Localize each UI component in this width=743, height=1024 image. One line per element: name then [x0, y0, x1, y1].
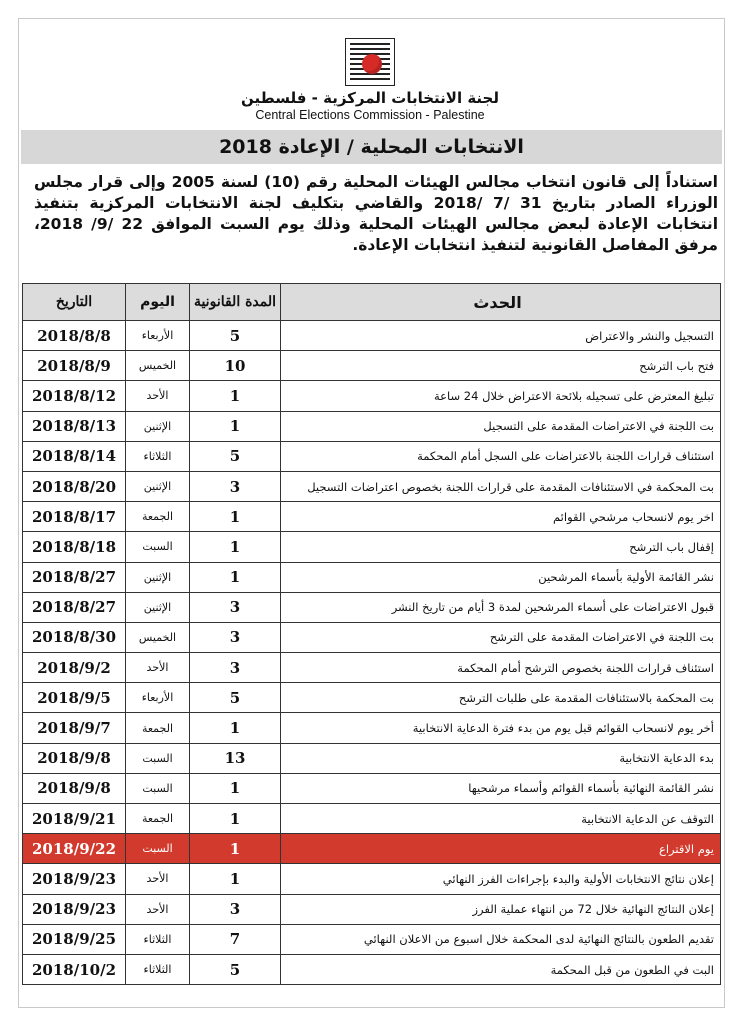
table-row [23, 954, 721, 984]
row-duration: 3 [190, 894, 281, 924]
row-duration: 1 [190, 864, 281, 894]
row-duration: 10 [190, 351, 281, 381]
row-day: الخميس [126, 351, 190, 381]
logo-icon [345, 38, 395, 86]
row-duration: 1 [190, 562, 281, 592]
row-event: استئناف قرارات اللجنة بخصوص الترشح أمام المحكمة [281, 653, 721, 683]
row-duration: 1 [190, 834, 281, 864]
row-event: بدء الدعاية الانتخابية [281, 743, 721, 773]
row-event: استئناف قرارات اللجنة بالاعتراضات على السجل أمام المحكمة [281, 441, 721, 471]
intro-paragraph: استناداً إلى قانون انتخاب مجالس الهيئات المحلية رقم (10) لسنة 2005 وإلى قرار مجلس الوزراء الصادر بتاريخ 31 /7 /2018 والقاضي بتكليف لجنة الانتخابات المركزية بتنفيذ انتخابات الإعادة لبعض مجالس الهيئات المحلية وذلك يوم السبت الموافق 22 /9/ 2018، مرفق المفاصل القانونية لتنفيذ انتخابات الإعادة. [34, 173, 719, 254]
header-event: الحدث [281, 284, 721, 321]
row-day: الثلاثاء [126, 954, 190, 984]
row-event: بت اللجنة في الاعتراضات المقدمة على الترشح [281, 622, 721, 652]
document-title: الانتخابات المحلية / الإعادة 2018 [21, 130, 722, 164]
table-row [23, 653, 721, 683]
table-row [23, 532, 721, 562]
table-row [23, 592, 721, 622]
row-day: الجمعة [126, 713, 190, 743]
row-date: 2018/9/7 [23, 713, 126, 743]
row-date: 2018/10/2 [23, 954, 126, 984]
row-event: التسجيل والنشر والاعتراض [281, 321, 721, 351]
row-event: قبول الاعتراضات على أسماء المرشحين لمدة 3 أيام من تاريخ النشر [281, 592, 721, 622]
row-event: تقديم الطعون بالنتائج النهائية لدى المحكمة خلال اسبوع من الاعلان النهائي [281, 924, 721, 954]
row-date: 2018/8/9 [23, 351, 126, 381]
row-date: 2018/8/27 [23, 592, 126, 622]
header-duration: المدة القانونية [190, 284, 281, 321]
row-duration: 5 [190, 441, 281, 471]
table-header-row [23, 284, 721, 321]
row-duration: 7 [190, 924, 281, 954]
row-day: الأربعاء [126, 321, 190, 351]
row-date: 2018/8/8 [23, 321, 126, 351]
row-day: الثلاثاء [126, 924, 190, 954]
row-duration: 1 [190, 411, 281, 441]
row-date: 2018/8/18 [23, 532, 126, 562]
row-duration: 3 [190, 592, 281, 622]
schedule-table [22, 283, 721, 985]
header-day: اليوم [126, 284, 190, 321]
table-row [23, 381, 721, 411]
table-row [23, 441, 721, 471]
row-duration: 1 [190, 381, 281, 411]
row-day: الإثنين [126, 592, 190, 622]
row-event: التوقف عن الدعاية الانتخابية [281, 804, 721, 834]
row-date: 2018/9/8 [23, 773, 126, 803]
table-row [23, 804, 721, 834]
row-event: تبليغ المعترض على تسجيله بلائحة الاعتراض خلال 24 ساعة [281, 381, 721, 411]
row-date: 2018/8/20 [23, 471, 126, 501]
table-row [23, 773, 721, 803]
row-day: الإثنين [126, 562, 190, 592]
org-name-english: Central Elections Commission - Palestine [255, 108, 485, 122]
row-duration: 3 [190, 653, 281, 683]
table-row [23, 622, 721, 652]
row-day: الأحد [126, 381, 190, 411]
row-event: نشر القائمة الأولية بأسماء المرشحين [281, 562, 721, 592]
row-date: 2018/9/8 [23, 743, 126, 773]
row-date: 2018/8/14 [23, 441, 126, 471]
row-duration: 1 [190, 713, 281, 743]
row-duration: 1 [190, 532, 281, 562]
table-row [23, 743, 721, 773]
row-date: 2018/9/22 [23, 834, 126, 864]
row-event: يوم الاقتراع [281, 834, 721, 864]
row-event: بت اللجنة في الاعتراضات المقدمة على التسجيل [281, 411, 721, 441]
row-duration: 1 [190, 804, 281, 834]
row-date: 2018/9/25 [23, 924, 126, 954]
row-duration: 13 [190, 743, 281, 773]
row-day: الإثنين [126, 471, 190, 501]
row-event: البت في الطعون من قبل المحكمة [281, 954, 721, 984]
row-duration: 3 [190, 622, 281, 652]
row-event: بت المحكمة بالاستئنافات المقدمة على طلبات الترشح [281, 683, 721, 713]
table-row [23, 894, 721, 924]
table-row-election-day [23, 834, 721, 864]
row-day: الأحد [126, 653, 190, 683]
row-date: 2018/8/30 [23, 622, 126, 652]
table-row [23, 713, 721, 743]
table-row [23, 351, 721, 381]
header-date: التاريخ [23, 284, 126, 321]
row-duration: 3 [190, 471, 281, 501]
row-day: الثلاثاء [126, 441, 190, 471]
table-row [23, 683, 721, 713]
row-day: الأربعاء [126, 683, 190, 713]
row-duration: 5 [190, 954, 281, 984]
row-day: السبت [126, 834, 190, 864]
row-date: 2018/8/13 [23, 411, 126, 441]
row-event: فتح باب الترشح [281, 351, 721, 381]
row-duration: 5 [190, 321, 281, 351]
row-day: السبت [126, 773, 190, 803]
commission-logo [345, 38, 395, 86]
row-date: 2018/8/27 [23, 562, 126, 592]
row-event: إقفال باب الترشح [281, 532, 721, 562]
row-day: الجمعة [126, 502, 190, 532]
row-day: الإثنين [126, 411, 190, 441]
row-day: الجمعة [126, 804, 190, 834]
row-duration: 1 [190, 773, 281, 803]
row-event: بت المحكمة في الاستئنافات المقدمة على قرارات اللجنة بخصوص اعتراضات التسجيل [281, 471, 721, 501]
row-event: اخر يوم لانسحاب مرشحي القوائم [281, 502, 721, 532]
row-day: السبت [126, 743, 190, 773]
row-date: 2018/9/23 [23, 864, 126, 894]
row-event: نشر القائمة النهائية بأسماء القوائم وأسماء مرشحيها [281, 773, 721, 803]
row-date: 2018/8/17 [23, 502, 126, 532]
row-day: الأحد [126, 864, 190, 894]
row-event: أخر يوم لانسحاب القوائم قبل يوم من بدء فترة الدعاية الانتخابية [281, 713, 721, 743]
table-row [23, 924, 721, 954]
org-name-arabic: لجنة الانتخابات المركزية - فلسطين [240, 89, 499, 107]
table-row [23, 471, 721, 501]
row-date: 2018/9/5 [23, 683, 126, 713]
table-row [23, 864, 721, 894]
row-day: السبت [126, 532, 190, 562]
row-day: الخميس [126, 622, 190, 652]
row-date: 2018/8/12 [23, 381, 126, 411]
row-event: إعلان النتائج النهائية خلال 72 من انتهاء عملية الفرز [281, 894, 721, 924]
row-date: 2018/9/23 [23, 894, 126, 924]
row-event: إعلان نتائج الانتخابات الأولية والبدء بإجراءات الفرز النهائي [281, 864, 721, 894]
row-date: 2018/9/2 [23, 653, 126, 683]
table-row [23, 321, 721, 351]
row-duration: 1 [190, 502, 281, 532]
row-date: 2018/9/21 [23, 804, 126, 834]
table-row [23, 502, 721, 532]
table-row [23, 411, 721, 441]
table-row [23, 562, 721, 592]
row-day: الأحد [126, 894, 190, 924]
row-duration: 5 [190, 683, 281, 713]
